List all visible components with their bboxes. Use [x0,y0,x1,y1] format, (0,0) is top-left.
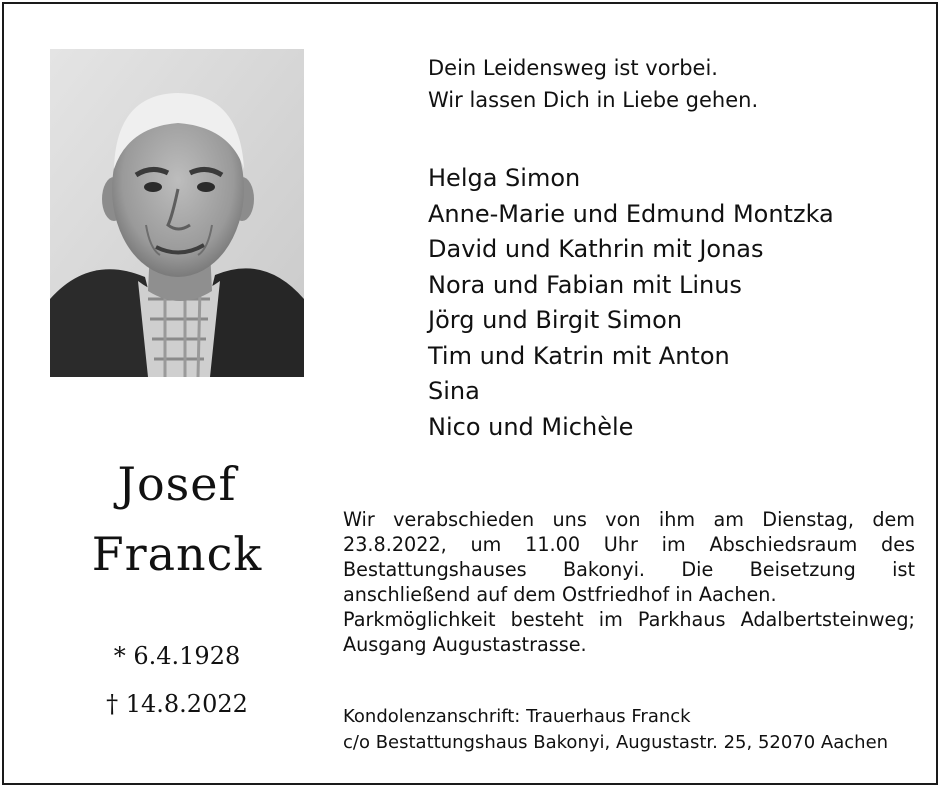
mourner-item: Nora und Fabian mit Linus [428,270,742,299]
quote-line-1: Dein Leidensweg ist vorbei. [428,56,718,80]
mourner-item: Anne-Marie und Edmund Montzka [428,199,834,228]
condolence-line-2: c/o Bestattungshaus Bakonyi, Augustastr. 25, 52070 Aachen [343,732,889,753]
condolence-address [343,704,915,756]
obituary-frame [2,2,938,785]
mourner-item: Sina [428,377,480,405]
quote-line-2: Wir lassen Dich in Liebe gehen. [428,88,759,112]
mourners-list [428,161,834,445]
condolence-line-1: Kondolenzanschrift: Trauerhaus Franck [343,706,691,727]
mourner-item: David und Kathrin mit Jonas [428,235,764,263]
notice-paragraph-2: Parkmöglichkeit besteht im Parkhaus Adalbertsteinweg; Ausgang Augustastrasse. [343,608,915,656]
mourner-item: Helga Simon [428,164,581,192]
death-date: † 14.8.2022 [106,690,248,718]
mourner-item: Jörg und Birgit Simon [428,306,683,334]
deceased-name [50,449,304,589]
portrait-photo [50,49,304,377]
birth-date: * 6.4.1928 [113,642,241,670]
mourner-item: Nico und Michèle [428,412,634,441]
portrait-illustration [50,49,304,377]
mourner-item: Tim und Katrin mit Anton [428,341,730,370]
deceased-last-name: Franck [91,527,263,581]
life-dates [50,632,304,728]
quote [428,52,758,116]
notice-paragraph-1: Wir verabschieden uns von ihm am Dienstag, dem 23.8.2022, um 11.00 Uhr im Abschiedsraum des Bestattungshauses Bakonyi. Die Beisetzung ist anschließend auf dem Ostfriedhof in Aachen. [343,508,915,606]
funeral-notice [343,507,915,657]
deceased-first-name: Josef [117,457,237,511]
